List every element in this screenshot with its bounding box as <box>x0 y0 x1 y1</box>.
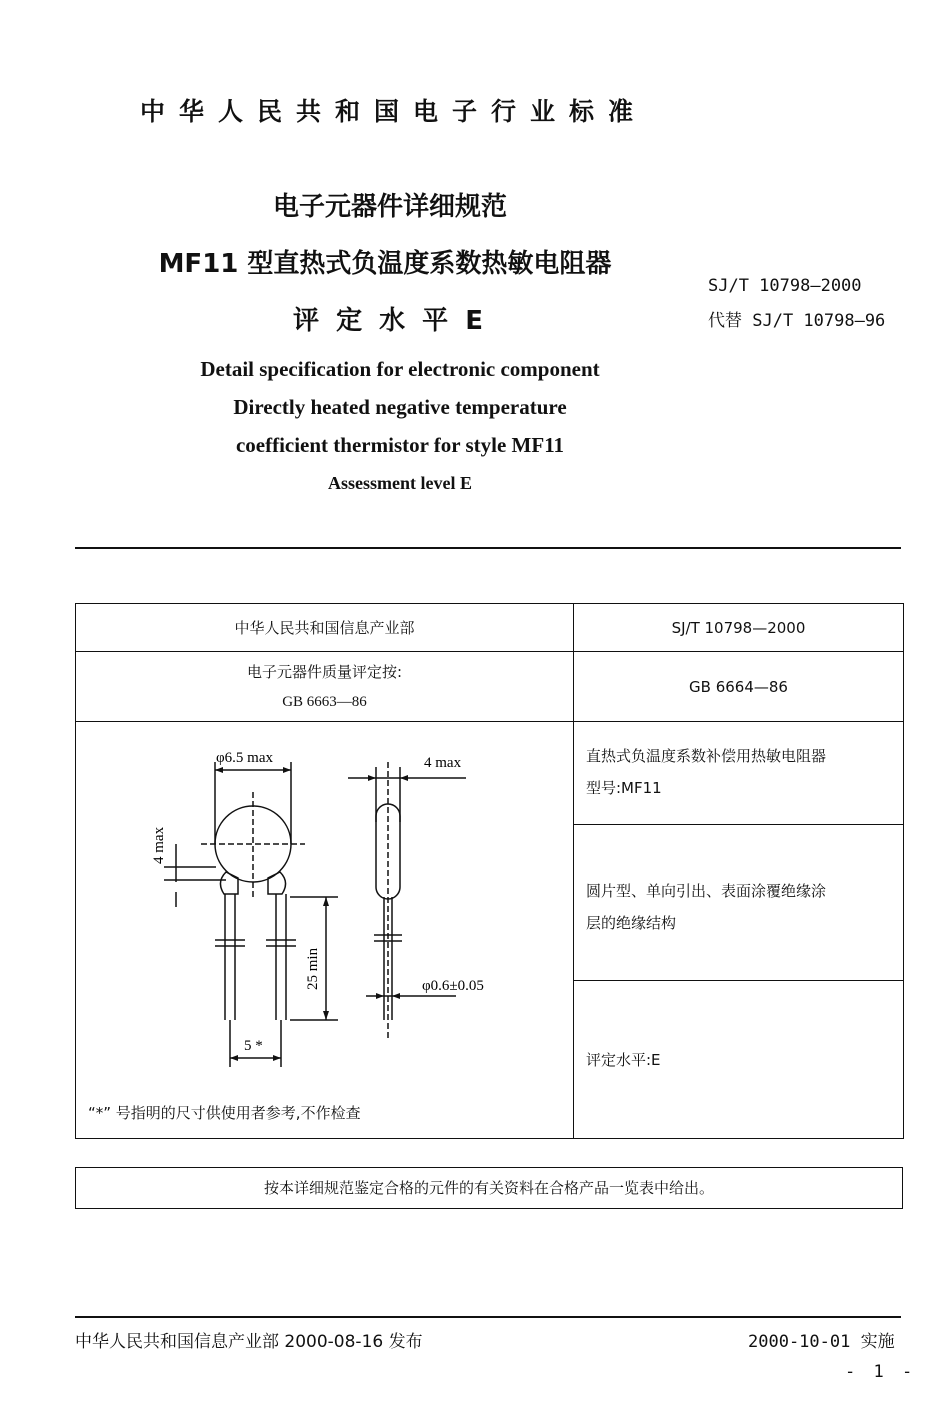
arrow-w-r <box>392 993 400 999</box>
page-number: - 1 - <box>845 1362 917 1382</box>
arrow-dia-r <box>283 767 291 773</box>
dim-height-label: 4 max <box>151 826 167 864</box>
struct-line1: 圆片型、单向引出、表面涂覆绝缘涂 <box>586 882 827 900</box>
title-en-line4: Assessment level E <box>328 473 472 493</box>
title-en-line3: coefficient thermistor for style MF11 <box>235 433 565 457</box>
arrow-t-l <box>368 775 376 781</box>
gb-ref-text: GB 6664—86 <box>689 677 788 696</box>
issuer-text: 中华人民共和国信息产业部 <box>234 619 415 637</box>
quality-line1: 电子元器件质量评定按: <box>246 662 403 681</box>
spec-number-cell <box>574 604 904 652</box>
drawing-note: “*” 号指明的尺寸供使用者参考,不作检查 <box>88 1104 361 1122</box>
arrow-pitch-l <box>230 1055 238 1061</box>
coating-right <box>268 872 286 894</box>
title-cn-line1: 电子元器件详细规范 <box>272 192 507 222</box>
gb-ref-cell <box>574 652 904 722</box>
quality-line2: GB 6663—86 <box>282 693 367 710</box>
qualified-products-note: 按本详细规范鉴定合格的元件的有关资料在合格产品一览表中给出。 <box>75 1167 903 1209</box>
title-cn-line3: 评 定 水 平 E <box>293 306 487 336</box>
desc-line1: 直热式负温度系数补偿用热敏电阻器 <box>586 747 827 765</box>
standard-replaces: 代替 SJ/T 10798—96 <box>708 311 886 331</box>
spec-number-text: SJ/T 10798—2000 <box>671 618 806 637</box>
level-text: 评定水平:E <box>586 1050 661 1069</box>
title-cn-line2: MF11 型直热式负温度系数热敏电阻器 <box>158 249 612 279</box>
struct-line2: 层的绝缘结构 <box>586 914 677 932</box>
national-standard-heading: 中华人民共和国电子行业标准 <box>140 97 648 126</box>
arrow-t-r <box>400 775 408 781</box>
structure-cell <box>574 825 904 981</box>
footer-divider <box>75 1316 901 1318</box>
coating-left <box>220 872 238 894</box>
arrow-lead-b <box>323 1011 329 1020</box>
arrow-pitch-r <box>273 1055 281 1061</box>
effective-date: 2000-10-01 实施 <box>748 1332 895 1352</box>
dim-lead-label: 25 min <box>305 947 321 990</box>
drawing-cell <box>76 722 574 1139</box>
dim-thickness-label: 4 max <box>424 755 462 771</box>
dim-wire-label: φ0.6±0.05 <box>422 978 484 994</box>
level-cell <box>574 981 904 1139</box>
issuer-cell <box>76 604 574 652</box>
arrow-lead-t <box>323 897 329 906</box>
standard-number: SJ/T 10798—2000 <box>708 276 862 296</box>
description-cell <box>574 722 904 825</box>
title-en-line1: Detail specification for electronic component <box>200 357 600 381</box>
dim-diameter-label: φ6.5 max <box>216 750 273 766</box>
issue-date: 中华人民共和国信息产业部 2000-08-16 发布 <box>75 1332 423 1352</box>
thermistor-drawing <box>76 722 572 1134</box>
arrow-dia-l <box>215 767 223 773</box>
header-divider <box>75 547 901 549</box>
title-en-line2: Directly heated negative temperature <box>233 395 567 419</box>
arrow-w-l <box>376 993 384 999</box>
quality-cell <box>76 652 574 722</box>
disc-body <box>215 806 291 882</box>
spec-table <box>75 603 904 1139</box>
dim-pitch-label: 5 * <box>244 1038 263 1054</box>
desc-line2: 型号:MF11 <box>586 779 662 797</box>
